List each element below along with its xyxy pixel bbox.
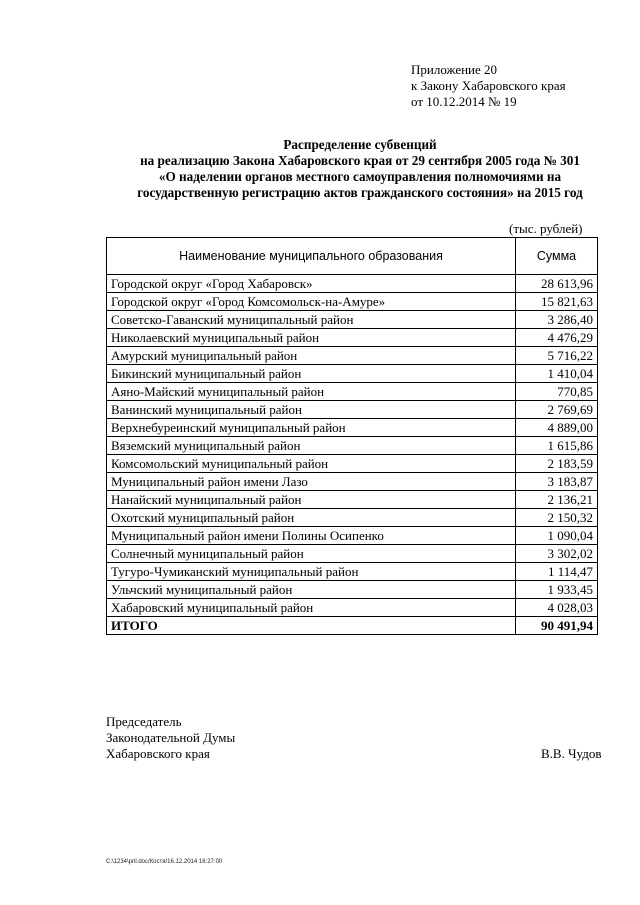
table-row xyxy=(107,401,598,419)
table-header-row xyxy=(107,238,598,275)
signature-line-2: Законодательной Думы xyxy=(106,730,236,745)
total-sum: 90 491,94 xyxy=(516,617,598,635)
row-name: Советско-Гаванский муниципальный район xyxy=(107,311,516,329)
subsidy-table xyxy=(106,237,598,635)
row-sum: 3 286,40 xyxy=(516,311,598,329)
row-sum: 15 821,63 xyxy=(516,293,598,311)
row-sum: 1 090,04 xyxy=(516,527,598,545)
row-sum: 3 302,02 xyxy=(516,545,598,563)
signature-line-3: Хабаровского края xyxy=(106,746,210,761)
row-name: Тугуро-Чумиканский муниципальный район xyxy=(107,563,516,581)
title-line-3: «О наделении органов местного самоуправления полномочиями на xyxy=(158,169,562,184)
row-name: Городской округ «Город Комсомольск-на-Амуре» xyxy=(107,293,516,311)
row-name: Охотский муниципальный район xyxy=(107,509,516,527)
table-row xyxy=(107,365,598,383)
row-sum: 28 613,96 xyxy=(516,275,598,293)
row-sum: 5 716,22 xyxy=(516,347,598,365)
table-row xyxy=(107,545,598,563)
row-name: Вяземский муниципальный район xyxy=(107,437,516,455)
row-name: Амурский муниципальный район xyxy=(107,347,516,365)
row-sum: 1 114,47 xyxy=(516,563,598,581)
table-row xyxy=(107,509,598,527)
row-name: Городской округ «Город Хабаровск» xyxy=(107,275,516,293)
row-name: Николаевский муниципальный район xyxy=(107,329,516,347)
row-name: Муниципальный район имени Лазо xyxy=(107,473,516,491)
file-path-footer: C:\1234\pril.doc/Костя/16.12.2014 16:27:00 xyxy=(106,859,223,865)
header-sum: Сумма xyxy=(516,238,598,275)
table-row xyxy=(107,293,598,311)
row-name: Нанайский муниципальный район xyxy=(107,491,516,509)
table-row xyxy=(107,581,598,599)
row-sum: 1 410,04 xyxy=(516,365,598,383)
appendix-line-2: к Закону Хабаровского края xyxy=(411,78,566,93)
row-sum: 2 136,21 xyxy=(516,491,598,509)
appendix-note xyxy=(411,62,566,110)
row-sum: 2 183,59 xyxy=(516,455,598,473)
row-sum: 4 476,29 xyxy=(516,329,598,347)
row-name: Комсомольский муниципальный район xyxy=(107,455,516,473)
total-row xyxy=(107,617,598,635)
appendix-line-3: от 10.12.2014 № 19 xyxy=(411,94,517,109)
signer-name: В.В. Чудов xyxy=(541,746,602,761)
table-row xyxy=(107,599,598,617)
row-sum: 770,85 xyxy=(516,383,598,401)
unit-label: (тыс. рублей) xyxy=(509,221,583,236)
row-sum: 2 769,69 xyxy=(516,401,598,419)
table-body xyxy=(107,275,598,635)
appendix-line-1: Приложение 20 xyxy=(411,62,498,77)
row-name: Хабаровский муниципальный район xyxy=(107,599,516,617)
title-line-4: государственную регистрацию актов гражданского состояния» на 2015 год xyxy=(137,185,583,200)
row-name: Ульчский муниципальный район xyxy=(107,581,516,599)
table-row xyxy=(107,527,598,545)
title-line-2: на реализацию Закона Хабаровского края от 29 сентября 2005 года № 301 xyxy=(140,153,580,168)
table-row xyxy=(107,383,598,401)
document-title xyxy=(100,137,620,201)
table-row xyxy=(107,563,598,581)
table-row xyxy=(107,455,598,473)
signature-block xyxy=(106,714,235,762)
header-name: Наименование муниципального образования xyxy=(107,238,516,275)
table-row xyxy=(107,275,598,293)
table-row xyxy=(107,437,598,455)
row-name: Ванинский муниципальный район xyxy=(107,401,516,419)
row-name: Солнечный муниципальный район xyxy=(107,545,516,563)
row-name: Верхнебуреинский муниципальный район xyxy=(107,419,516,437)
row-name: Аяно-Майский муниципальный район xyxy=(107,383,516,401)
row-name: Муниципальный район имени Полины Осипенко xyxy=(107,527,516,545)
row-sum: 2 150,32 xyxy=(516,509,598,527)
signature-line-1: Председатель xyxy=(106,714,182,729)
row-sum: 4 889,00 xyxy=(516,419,598,437)
table-row xyxy=(107,329,598,347)
table-row xyxy=(107,311,598,329)
total-label: ИТОГО xyxy=(107,617,516,635)
table-row xyxy=(107,473,598,491)
row-sum: 3 183,87 xyxy=(516,473,598,491)
row-sum: 4 028,03 xyxy=(516,599,598,617)
row-sum: 1 933,45 xyxy=(516,581,598,599)
row-sum: 1 615,86 xyxy=(516,437,598,455)
row-name: Бикинский муниципальный район xyxy=(107,365,516,383)
table-row xyxy=(107,347,598,365)
title-line-1: Распределение субвенций xyxy=(283,137,437,152)
table-row xyxy=(107,491,598,509)
table-row xyxy=(107,419,598,437)
